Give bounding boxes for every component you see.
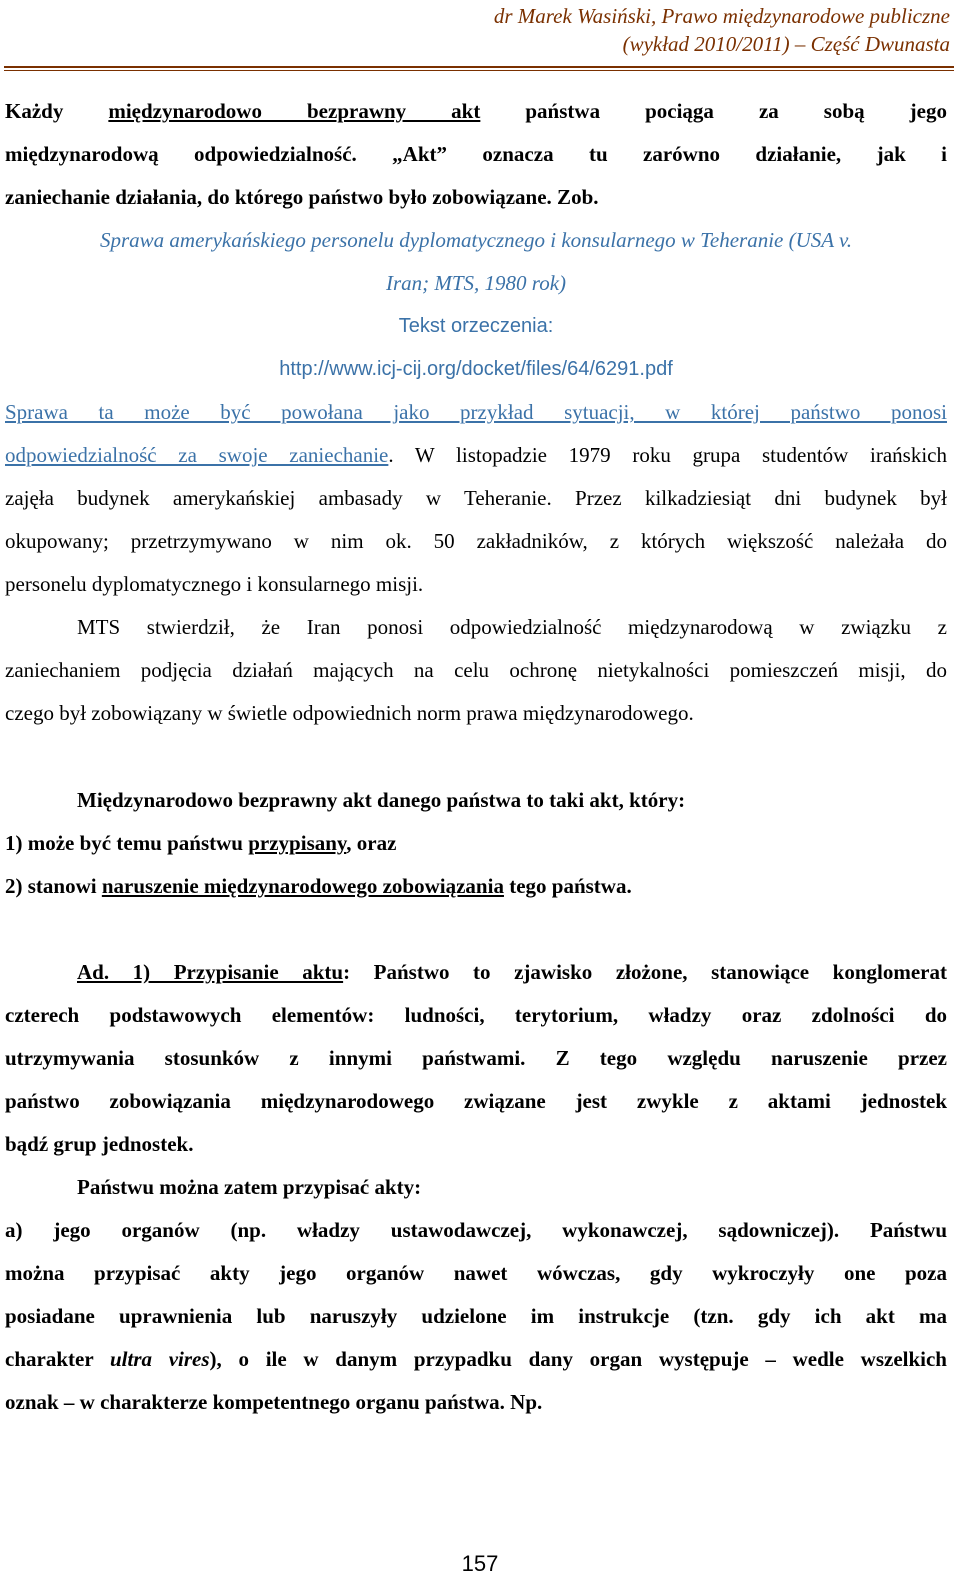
acts-line-1: a) jego organów (np. władzy ustawodawczej, wykonawczej, sądowniczej). Państwu [5, 1218, 947, 1242]
acts-line-5: oznak – w charakterze kompetentnego organu państwa. Np. [5, 1390, 543, 1414]
case-title-line-2: Iran; MTS, 1980 rok) [385, 271, 567, 295]
judgment-text-label: Tekst orzeczenia: [398, 315, 554, 337]
definition-item-2: 2) stanowi naruszenie międzynarodowego zobowiązania tego państwa. [5, 874, 632, 898]
header-rule-thick [4, 66, 954, 68]
p1-line-1: Każdy międzynarodowo bezprawny akt państwa pociąga za sobą jego [5, 99, 947, 123]
p2-line-3: zajęła budynek amerykańskiej ambasady w Teheranie. Przez kilkadziesiąt dni budynek był [5, 486, 947, 510]
p2-line-1: Sprawa ta może być powołana jako przykład sytuacji, w której państwo ponosi [5, 400, 947, 424]
p1-line-3: zaniechanie działania, do którego państwo było zobowiązane. Zob. [5, 185, 599, 209]
definition-intro: Międzynarodowo bezprawny akt danego państwa to taki akt, który: [77, 788, 686, 812]
acts-line-4: charakter ultra vires), o ile w danym przypadku dany organ występuje – wedle wszelkich [5, 1347, 947, 1371]
ad1-line-5: bądź grup jednostek. [5, 1132, 194, 1156]
ad1-heading: Ad. 1) Przypisanie aktu [77, 960, 344, 984]
judgment-url-line [5, 355, 947, 383]
p2-line-4: okupowany; przetrzymywano w nim ok. 50 zakładników, z których większość należała do [5, 529, 947, 553]
ad1-line-3: utrzymywania stosunków z innymi państwami. Z tego względu naruszenie przez [5, 1046, 947, 1070]
acts-line-3: posiadane uprawnienia lub naruszyły udzielone im instrukcje (tzn. gdy ich akt ma [5, 1304, 947, 1328]
p2-line-5: personelu dyplomatycznego i konsularnego misji. [5, 572, 424, 596]
running-header-author-title: dr Marek Wasiński, Prawo międzynarodowe publiczne [493, 4, 950, 28]
page-number: 157 [461, 1551, 499, 1576]
p1-line-2: międzynarodową odpowiedzialność. „Akt” oznacza tu zarówno działanie, jak i [5, 142, 947, 166]
header-rule-thin [4, 70, 954, 71]
judgment-url-link[interactable]: http://www.icj-cij.org/docket/files/64/6291.pdf [279, 358, 673, 380]
definition-item-1: 1) może być temu państwu przypisany, oraz [5, 831, 397, 855]
p3-line-3: czego był zobowiązany w świetle odpowiednich norm prawa międzynarodowego. [5, 701, 694, 725]
ad1-line-2: czterech podstawowych elementów: ludności, terytorium, władzy oraz zdolności do [5, 1003, 947, 1027]
p3-line-2: zaniechaniem podjęcia działań mających na celu ochronę nietykalności pomieszczeń misji, do [5, 658, 947, 682]
acts-intro: Państwu można zatem przypisać akty: [77, 1175, 422, 1199]
p3-line-1: MTS stwierdził, że Iran ponosi odpowiedzialność międzynarodową w związku z [77, 615, 947, 639]
term-internationally-wrongful-act: międzynarodowo bezprawny akt [108, 99, 481, 123]
ad1-line-4: państwo zobowiązania międzynarodowego związane jest zwykle z aktami jednostek [5, 1089, 947, 1113]
running-header-lecture-part: (wykład 2010/2011) – Część Dwunasta [622, 32, 950, 56]
acts-line-2: można przypisać akty jego organów nawet wówczas, gdy wykroczyły one poza [5, 1261, 947, 1285]
case-title-line-1: Sprawa amerykańskiego personelu dyplomatycznego i konsularnego w Teheranie (USA v. [100, 228, 852, 252]
p2-line-2: odpowiedzialność za swoje zaniechanie. W listopadzie 1979 roku grupa studentów irańskich [5, 443, 947, 467]
ad1-line-1: Ad. 1) Przypisanie aktu: Państwo to zjawisko złożone, stanowiące konglomerat [77, 960, 947, 984]
